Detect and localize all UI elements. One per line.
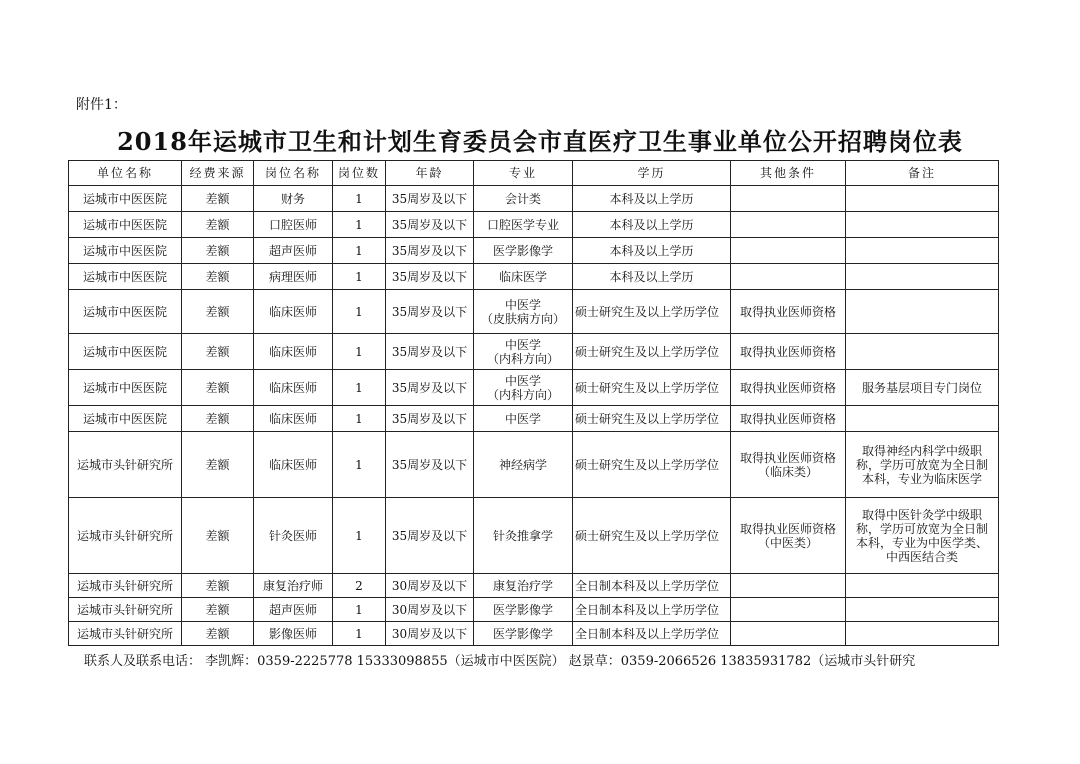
cell-unit: 运城市头针研究所	[69, 622, 182, 646]
cell-note	[846, 370, 999, 406]
table-row	[69, 334, 999, 370]
cell-other-line: 取得执业医师资格	[739, 450, 836, 465]
cell-other	[731, 264, 846, 290]
cell-note	[846, 212, 999, 238]
cell-note	[846, 186, 999, 212]
cell-other	[731, 212, 846, 238]
cell-position: 影像医师	[254, 622, 333, 646]
cell-position: 财务	[254, 186, 333, 212]
header-education: 学历	[573, 161, 731, 186]
cell-note	[846, 290, 999, 334]
cell-other-line: 取得执业医师资格	[739, 411, 836, 426]
cell-position: 临床医师	[254, 406, 333, 432]
table-row	[69, 290, 999, 334]
cell-funding: 差额	[182, 186, 254, 212]
cell-education: 全日制本科及以上学历学位	[573, 622, 731, 646]
cell-count: 1	[333, 432, 386, 498]
cell-count: 2	[333, 574, 386, 598]
cell-age: 30周岁及以下	[386, 574, 474, 598]
table-row	[69, 574, 999, 598]
cell-other	[731, 498, 846, 574]
cell-major-line: （内科方向）	[486, 387, 559, 402]
table-row	[69, 432, 999, 498]
cell-education: 全日制本科及以上学历学位	[573, 574, 731, 598]
cell-other	[731, 186, 846, 212]
cell-note-line: 取得中医针灸学中级职	[861, 507, 982, 522]
cell-major-line: 中医学	[504, 373, 541, 388]
cell-major-line: （皮肤病方向）	[480, 311, 565, 326]
table-row	[69, 598, 999, 622]
cell-funding: 差额	[182, 334, 254, 370]
cell-other	[731, 334, 846, 370]
cell-funding: 差额	[182, 574, 254, 598]
cell-age: 35周岁及以下	[386, 334, 474, 370]
cell-unit: 运城市中医医院	[69, 238, 182, 264]
cell-major	[474, 212, 573, 238]
table-row	[69, 406, 999, 432]
cell-other	[731, 370, 846, 406]
cell-major	[474, 498, 573, 574]
cell-major-line: 神经病学	[498, 457, 547, 472]
cell-major-line: 医学影像学	[492, 243, 553, 258]
cell-note-line: 称，学历可放宽为全日制	[855, 457, 988, 472]
cell-major	[474, 598, 573, 622]
cell-education: 硕士研究生及以上学历学位	[573, 290, 731, 334]
cell-major-line: 会计类	[504, 191, 541, 206]
cell-note	[846, 622, 999, 646]
cell-age: 35周岁及以下	[386, 406, 474, 432]
cell-note	[846, 432, 999, 498]
cell-major-line: 医学影像学	[492, 626, 553, 641]
cell-education: 全日制本科及以上学历学位	[573, 598, 731, 622]
table-header-row	[69, 161, 999, 186]
cell-count: 1	[333, 212, 386, 238]
cell-age: 30周岁及以下	[386, 622, 474, 646]
cell-other	[731, 622, 846, 646]
cell-funding: 差额	[182, 238, 254, 264]
cell-position: 临床医师	[254, 432, 333, 498]
cell-position: 超声医师	[254, 598, 333, 622]
cell-major-line: 中医学	[504, 337, 541, 352]
cell-note	[846, 334, 999, 370]
cell-other-line: 取得执业医师资格	[739, 304, 836, 319]
cell-position: 针灸医师	[254, 498, 333, 574]
cell-unit: 运城市中医医院	[69, 212, 182, 238]
cell-education: 硕士研究生及以上学历学位	[573, 334, 731, 370]
cell-major-line: 康复治疗学	[492, 578, 553, 593]
cell-count: 1	[333, 598, 386, 622]
cell-major	[474, 574, 573, 598]
cell-other	[731, 406, 846, 432]
table-row	[69, 238, 999, 264]
cell-other	[731, 574, 846, 598]
cell-funding: 差额	[182, 432, 254, 498]
cell-age: 35周岁及以下	[386, 186, 474, 212]
cell-position: 临床医师	[254, 334, 333, 370]
cell-count: 1	[333, 186, 386, 212]
cell-funding: 差额	[182, 622, 254, 646]
cell-note-line: 本科，专业为中医学类、	[855, 535, 988, 550]
cell-unit: 运城市头针研究所	[69, 598, 182, 622]
cell-age: 35周岁及以下	[386, 498, 474, 574]
cell-major-line: 中医学	[504, 411, 541, 426]
cell-other	[731, 290, 846, 334]
cell-unit: 运城市头针研究所	[69, 574, 182, 598]
cell-count: 1	[333, 406, 386, 432]
attachment-label: 附件1：	[76, 97, 127, 113]
cell-note-line: 中西医结合类	[885, 549, 958, 564]
cell-position: 临床医师	[254, 370, 333, 406]
cell-note-line: 服务基层项目专门岗位	[861, 380, 982, 395]
header-other: 其他条件	[731, 161, 846, 186]
cell-major	[474, 334, 573, 370]
cell-age: 35周岁及以下	[386, 238, 474, 264]
cell-unit: 运城市中医医院	[69, 186, 182, 212]
cell-major	[474, 432, 573, 498]
cell-funding: 差额	[182, 598, 254, 622]
cell-note	[846, 598, 999, 622]
header-position: 岗位名称	[254, 161, 333, 186]
cell-note-line: 称，学历可放宽为全日制	[855, 521, 988, 536]
cell-age: 30周岁及以下	[386, 598, 474, 622]
header-note: 备注	[846, 161, 999, 186]
cell-count: 1	[333, 264, 386, 290]
recruitment-table	[68, 160, 999, 646]
cell-major	[474, 290, 573, 334]
cell-note	[846, 406, 999, 432]
cell-major	[474, 370, 573, 406]
cell-education: 硕士研究生及以上学历学位	[573, 498, 731, 574]
cell-major-line: 针灸推拿学	[492, 528, 553, 543]
cell-unit: 运城市中医医院	[69, 290, 182, 334]
header-count: 岗位数	[333, 161, 386, 186]
contact-info: 联系人及联系电话： 李凯辉：0359-2225778 15333098855（运城市中医医院） 赵景草：0359-2066526 13835931782（运城市头针研究	[84, 654, 916, 669]
cell-note-line: 本科，专业为临床医学	[861, 471, 982, 486]
document-title: 2018年运城市卫生和计划生育委员会市直医疗卫生事业单位公开招聘岗位表	[117, 127, 963, 156]
cell-major	[474, 622, 573, 646]
cell-unit: 运城市中医医院	[69, 370, 182, 406]
cell-major	[474, 406, 573, 432]
cell-count: 1	[333, 238, 386, 264]
cell-major	[474, 186, 573, 212]
cell-other-line: （中医类）	[757, 535, 818, 550]
table-row	[69, 264, 999, 290]
cell-major-line: 医学影像学	[492, 602, 553, 617]
cell-education: 硕士研究生及以上学历学位	[573, 406, 731, 432]
cell-age: 35周岁及以下	[386, 370, 474, 406]
header-major: 专业	[474, 161, 573, 186]
cell-note	[846, 574, 999, 598]
cell-unit: 运城市头针研究所	[69, 432, 182, 498]
cell-funding: 差额	[182, 406, 254, 432]
table-row	[69, 498, 999, 574]
table-row	[69, 622, 999, 646]
cell-age: 35周岁及以下	[386, 264, 474, 290]
cell-funding: 差额	[182, 498, 254, 574]
cell-note	[846, 498, 999, 574]
cell-funding: 差额	[182, 212, 254, 238]
cell-funding: 差额	[182, 264, 254, 290]
cell-age: 35周岁及以下	[386, 290, 474, 334]
table-row	[69, 370, 999, 406]
cell-position: 病理医师	[254, 264, 333, 290]
cell-major-line: 临床医学	[498, 269, 547, 284]
cell-unit: 运城市中医医院	[69, 406, 182, 432]
cell-count: 1	[333, 334, 386, 370]
cell-funding: 差额	[182, 370, 254, 406]
cell-other-line: 取得执业医师资格	[739, 521, 836, 536]
cell-education: 本科及以上学历	[573, 186, 731, 212]
cell-other	[731, 432, 846, 498]
table-row	[69, 186, 999, 212]
cell-unit: 运城市头针研究所	[69, 498, 182, 574]
cell-other	[731, 598, 846, 622]
cell-other-line: 取得执业医师资格	[739, 344, 836, 359]
cell-other-line: 取得执业医师资格	[739, 380, 836, 395]
cell-note	[846, 238, 999, 264]
cell-position: 康复治疗师	[254, 574, 333, 598]
cell-education: 硕士研究生及以上学历学位	[573, 370, 731, 406]
cell-unit: 运城市中医医院	[69, 334, 182, 370]
cell-education: 硕士研究生及以上学历学位	[573, 432, 731, 498]
cell-education: 本科及以上学历	[573, 238, 731, 264]
table-row	[69, 212, 999, 238]
cell-count: 1	[333, 370, 386, 406]
cell-position: 口腔医师	[254, 212, 333, 238]
cell-education: 本科及以上学历	[573, 212, 731, 238]
cell-major-line: 中医学	[504, 297, 541, 312]
cell-funding: 差额	[182, 290, 254, 334]
cell-age: 35周岁及以下	[386, 212, 474, 238]
cell-major-line: 口腔医学专业	[486, 217, 559, 232]
cell-note-line: 取得神经内科学中级职	[861, 443, 982, 458]
cell-note	[846, 264, 999, 290]
cell-other-line: （临床类）	[757, 464, 818, 479]
cell-count: 1	[333, 290, 386, 334]
cell-unit: 运城市中医医院	[69, 264, 182, 290]
cell-position: 临床医师	[254, 290, 333, 334]
table-body	[69, 186, 999, 646]
cell-major	[474, 238, 573, 264]
cell-count: 1	[333, 622, 386, 646]
cell-education: 本科及以上学历	[573, 264, 731, 290]
header-unit: 单位名称	[69, 161, 182, 186]
cell-age: 35周岁及以下	[386, 432, 474, 498]
cell-count: 1	[333, 498, 386, 574]
header-funding: 经费来源	[182, 161, 254, 186]
header-age: 年龄	[386, 161, 474, 186]
cell-position: 超声医师	[254, 238, 333, 264]
cell-major	[474, 264, 573, 290]
cell-other	[731, 238, 846, 264]
cell-major-line: （内科方向）	[486, 351, 559, 366]
